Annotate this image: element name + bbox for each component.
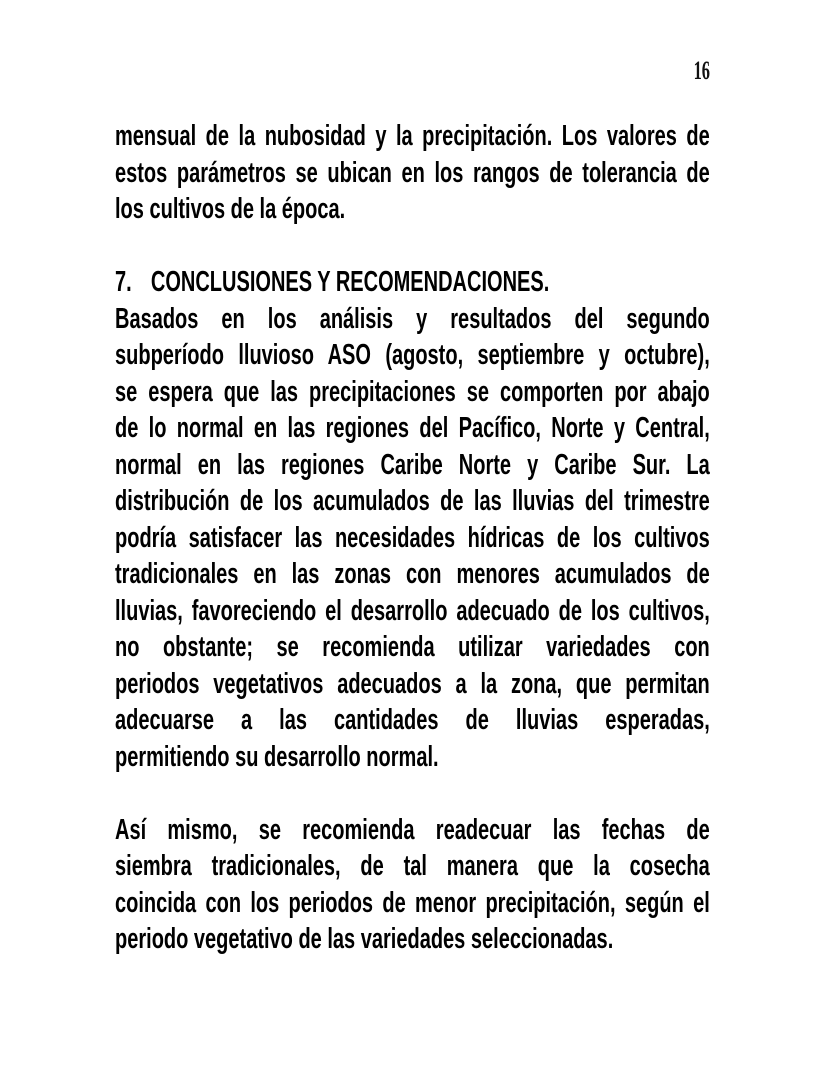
section-heading xyxy=(115,264,710,301)
section-number: 7. xyxy=(115,266,132,298)
text-line: distribución de los acumulados de las lluvias del trimestre xyxy=(115,485,710,517)
text-line: permitiendo su desarrollo normal. xyxy=(115,740,439,773)
text-line: los cultivos de la época. xyxy=(115,193,346,225)
paragraph xyxy=(115,118,710,228)
text-line: Así mismo, se recomienda readecuar las fechas de xyxy=(115,813,710,846)
text-line: subperíodo lluvioso ASO (agosto, septiembre y octubre), xyxy=(115,339,710,371)
paragraph xyxy=(115,301,710,776)
page-number: 16 xyxy=(693,56,710,85)
text-line: no obstante; se recomienda utilizar variedades con xyxy=(115,631,710,663)
text-line: lluvias, favoreciendo el desarrollo adecuado de los cultivos, xyxy=(115,594,710,627)
text-line: adecuarse a las cantidades de lluvias esperadas, xyxy=(115,704,710,736)
text-line: Basados en los análisis y resultados del segundo xyxy=(115,302,710,335)
text-line: se espera que las precipitaciones se comporten por abajo xyxy=(115,375,710,408)
text-line: podría satisfacer las necesidades hídricas de los cultivos xyxy=(115,521,710,554)
text-line: estos parámetros se ubican en los rangos de tolerancia de xyxy=(115,156,710,189)
text-line: tradicionales en las zonas con menores acumulados de xyxy=(115,558,710,590)
text-line: de lo normal en las regiones del Pacífico, Norte y Central, xyxy=(115,412,710,444)
section-title: CONCLUSIONES Y RECOMENDACIONES. xyxy=(150,266,550,298)
page-content xyxy=(115,118,710,994)
text-line: siembra tradicionales, de tal manera que la cosecha xyxy=(115,850,710,882)
text-line: periodos vegetativos adecuados a la zona, que permitan xyxy=(115,667,710,700)
text-line: normal en las regiones Caribe Norte y Caribe Sur. La xyxy=(115,448,710,481)
paragraph xyxy=(115,812,710,958)
text-line: mensual de la nubosidad y la precipitación. Los valores de xyxy=(115,120,710,152)
text-line: coincida con los periodos de menor precipitación, según el xyxy=(115,886,710,919)
text-line: periodo vegetativo de las variedades seleccionadas. xyxy=(115,923,614,955)
